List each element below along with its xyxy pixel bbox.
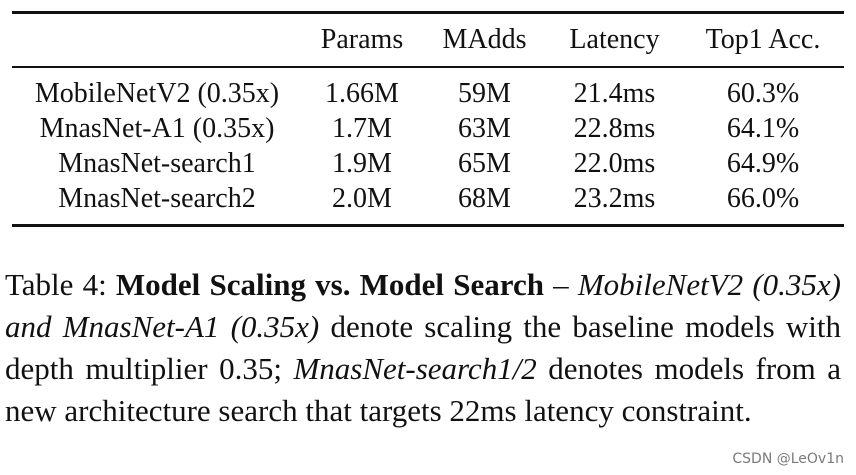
- table-row: [12, 181, 844, 224]
- results-table: [12, 14, 844, 66]
- cell-model: MnasNet-A1 (0.35x): [39, 112, 275, 144]
- cell-params: 1.9M: [332, 147, 392, 179]
- caption-dash: –: [543, 267, 578, 302]
- caption-italic-models: MobileNetV2 (0.35x) and MnasNet-A1 (0.35x): [5, 267, 842, 344]
- header-row: [12, 14, 844, 66]
- header-cell-top1: Top1 Acc.: [705, 24, 821, 55]
- cell-top1: 64.9%: [726, 147, 800, 179]
- header-cell-madds: MAdds: [442, 24, 527, 55]
- cell-params: 1.66M: [325, 77, 399, 109]
- results-table-body: [12, 68, 844, 224]
- header-cell-model: [12, 14, 302, 66]
- cell-top1: 64.1%: [726, 112, 800, 144]
- caption-title: Model Scaling vs. Model Search: [115, 267, 544, 302]
- caption-italic-search: MnasNet-search1/2: [293, 351, 537, 386]
- header-cell-params: Params: [320, 24, 404, 55]
- table-row: [12, 111, 844, 146]
- cell-madds: 59M: [458, 77, 511, 109]
- caption-text-1: denote scaling the baseline models with depth multiplier 0.35;: [5, 309, 841, 386]
- cell-model: MobileNetV2 (0.35x): [34, 77, 280, 109]
- caption-text-2: denotes models from a new architecture search that targets 22ms latency constraint.: [5, 351, 841, 428]
- cell-latency: 23.2ms: [573, 182, 656, 214]
- cell-latency: 21.4ms: [573, 77, 656, 109]
- table-row: [12, 68, 844, 111]
- cell-params: 1.7M: [332, 112, 392, 144]
- cell-model: MnasNet-search1: [58, 147, 256, 179]
- cell-madds: 68M: [458, 182, 511, 214]
- cell-top1: 60.3%: [726, 77, 800, 109]
- caption-prefix: Table 4:: [5, 267, 116, 302]
- table-caption: [5, 264, 841, 432]
- cell-latency: 22.0ms: [573, 147, 656, 179]
- results-table-container: [12, 11, 844, 227]
- cell-params: 2.0M: [332, 182, 392, 214]
- cell-model: MnasNet-search2: [58, 182, 256, 214]
- table-row: [12, 146, 844, 181]
- watermark: CSDN @LeOv1n: [732, 451, 844, 467]
- cell-madds: 63M: [458, 112, 511, 144]
- bottom-rule: [12, 224, 844, 227]
- cell-top1: 66.0%: [726, 182, 800, 214]
- header-cell-latency: Latency: [569, 24, 660, 55]
- cell-latency: 22.8ms: [573, 112, 656, 144]
- cell-madds: 65M: [458, 147, 511, 179]
